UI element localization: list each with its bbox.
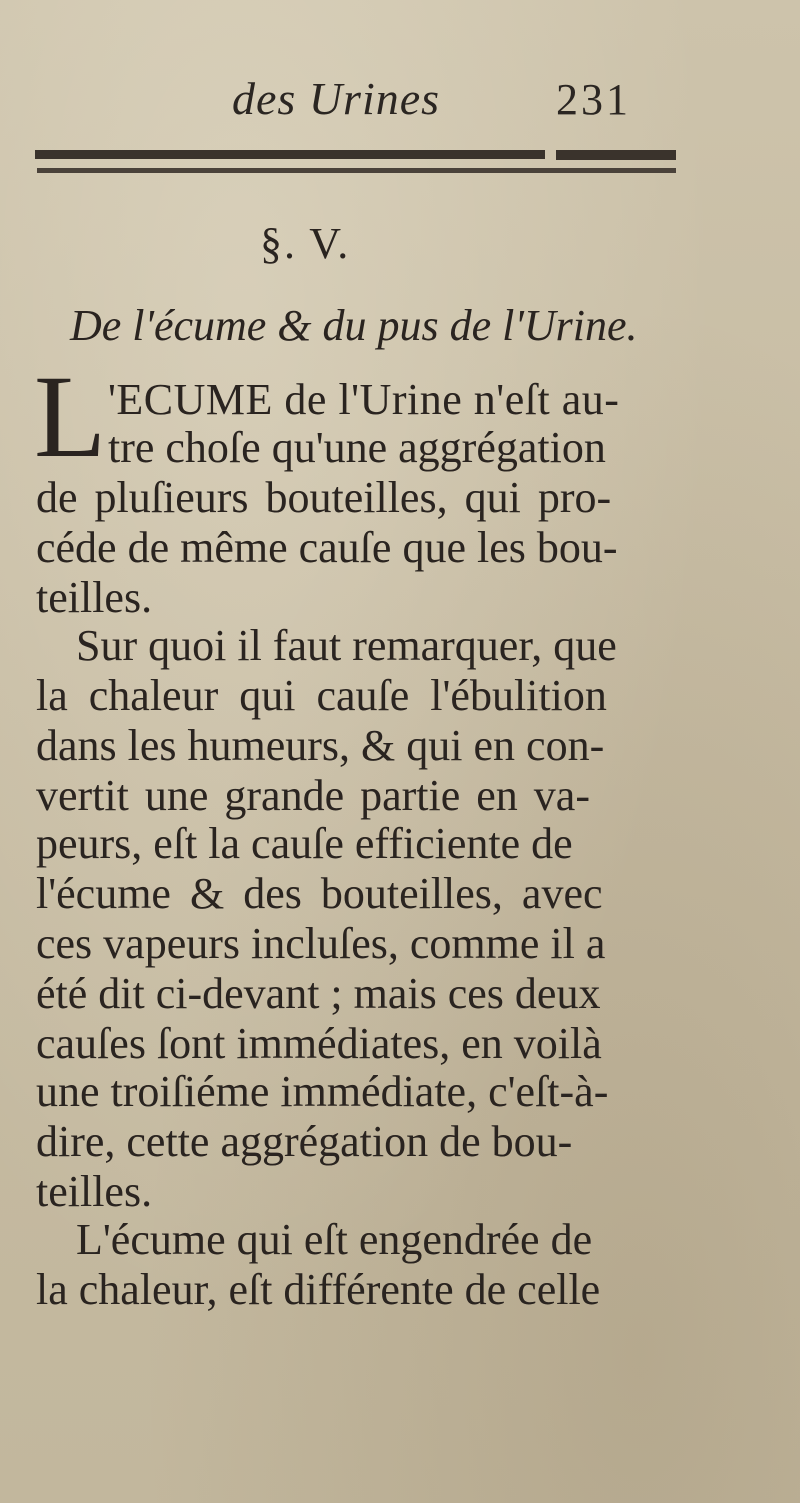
text-line: 'ECUME de l'Urine n'eſt au-	[108, 375, 620, 424]
section-title: De l'écume & du pus de l'Urine.	[70, 301, 638, 350]
text-line: vertit une grande partie en va-	[36, 771, 590, 820]
section-mark: §. V.	[260, 219, 351, 268]
text-line: céde de même cauſe que les bou-	[36, 523, 618, 572]
text-line: L'écume qui eſt engendrée de	[76, 1215, 593, 1264]
drop-cap: L	[34, 351, 107, 482]
text-line: cauſes ſont immédiates, en voilà	[36, 1019, 602, 1068]
text-line: la chaleur, eſt différente de celle	[36, 1265, 601, 1314]
text-line: dans les humeurs, & qui en con-	[36, 721, 605, 770]
text-line: l'écume & des bouteilles, avec	[36, 869, 603, 918]
header-rule-thick-right	[556, 150, 676, 160]
header-rule-thin	[37, 168, 676, 173]
header-rule-thick	[35, 150, 545, 159]
text-line: ces vapeurs incluſes, comme il a	[36, 919, 606, 968]
text-line: une troiſiéme immédiate, c'eſt-à-	[36, 1067, 609, 1116]
text-line: la chaleur qui cauſe l'ébulition	[36, 671, 607, 720]
text-line: de pluſieurs bouteilles, qui pro-	[36, 473, 612, 522]
text-line: dire, cette aggrégation de bou-	[36, 1117, 573, 1166]
running-head: des Urines	[232, 73, 441, 124]
text-line: teilles.	[36, 573, 153, 622]
text-line: été dit ci-devant ; mais ces deux	[36, 969, 601, 1018]
text-line: Sur quoi il faut remarquer, que	[76, 621, 617, 670]
page-number: 231	[556, 75, 631, 124]
text-line: teilles.	[36, 1167, 153, 1216]
text-line: tre choſe qu'une aggrégation	[108, 423, 606, 472]
text-line: peurs, eſt la cauſe efficiente de	[36, 819, 573, 868]
